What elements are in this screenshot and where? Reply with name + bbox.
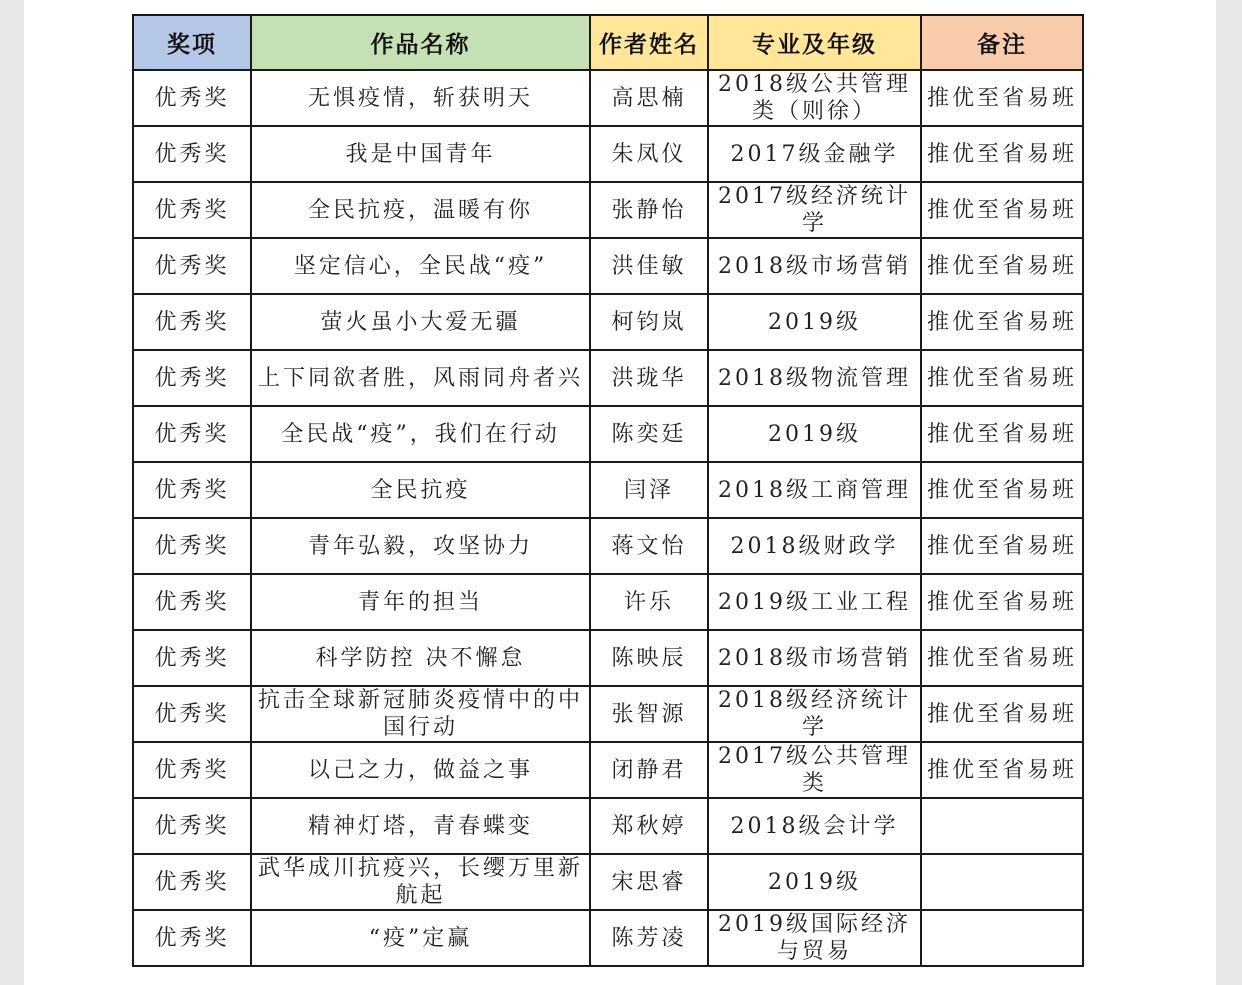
- cell-title: 萤火虽小大爱无疆: [251, 294, 590, 350]
- cell-note: 推优至省易班: [921, 406, 1083, 462]
- header-award: 奖项: [133, 15, 251, 70]
- table-row: [133, 854, 1083, 910]
- table-row: [133, 574, 1083, 630]
- cell-author: 张智源: [590, 686, 708, 742]
- cell-note: 推优至省易班: [921, 238, 1083, 294]
- table-header-row: [133, 15, 1083, 70]
- cell-title: 全民抗疫，温暖有你: [251, 182, 590, 238]
- cell-award: 优秀奖: [133, 294, 251, 350]
- cell-major: 2018级公共管理类（则徐）: [708, 70, 921, 126]
- cell-award: 优秀奖: [133, 686, 251, 742]
- cell-award: 优秀奖: [133, 350, 251, 406]
- cell-award: 优秀奖: [133, 238, 251, 294]
- cell-note: 推优至省易班: [921, 742, 1083, 798]
- cell-award: 优秀奖: [133, 910, 251, 966]
- cell-author: 陈映辰: [590, 630, 708, 686]
- cell-title: 抗击全球新冠肺炎疫情中的中国行动: [251, 686, 590, 742]
- cell-author: 闭静君: [590, 742, 708, 798]
- table-row: [133, 742, 1083, 798]
- cell-author: 洪佳敏: [590, 238, 708, 294]
- cell-author: 郑秋婷: [590, 798, 708, 854]
- cell-major: 2018级经济统计学: [708, 686, 921, 742]
- cell-title: 青年的担当: [251, 574, 590, 630]
- cell-title: 坚定信心，全民战“疫”: [251, 238, 590, 294]
- cell-title: 全民抗疫: [251, 462, 590, 518]
- table-row: [133, 630, 1083, 686]
- table-row: [133, 294, 1083, 350]
- cell-note: [921, 910, 1083, 966]
- cell-note: [921, 798, 1083, 854]
- table-row: [133, 350, 1083, 406]
- cell-title: 精神灯塔，青春蝶变: [251, 798, 590, 854]
- cell-major: 2019级工业工程: [708, 574, 921, 630]
- cell-author: 张静怡: [590, 182, 708, 238]
- document-page: [24, 0, 1216, 985]
- cell-note: 推优至省易班: [921, 350, 1083, 406]
- cell-title: 无惧疫情，斩获明天: [251, 70, 590, 126]
- table-row: [133, 182, 1083, 238]
- cell-major: 2018级物流管理: [708, 350, 921, 406]
- cell-author: 高思楠: [590, 70, 708, 126]
- cell-note: 推优至省易班: [921, 518, 1083, 574]
- cell-award: 优秀奖: [133, 406, 251, 462]
- cell-author: 许乐: [590, 574, 708, 630]
- cell-author: 朱凤仪: [590, 126, 708, 182]
- cell-title: 科学防控 决不懈怠: [251, 630, 590, 686]
- cell-author: 闫泽: [590, 462, 708, 518]
- cell-title: 青年弘毅，攻坚协力: [251, 518, 590, 574]
- cell-note: 推优至省易班: [921, 182, 1083, 238]
- cell-note: [921, 854, 1083, 910]
- cell-author: 宋思睿: [590, 854, 708, 910]
- cell-award: 优秀奖: [133, 462, 251, 518]
- table-row: [133, 126, 1083, 182]
- cell-award: 优秀奖: [133, 126, 251, 182]
- cell-title: 上下同欲者胜，风雨同舟者兴: [251, 350, 590, 406]
- cell-author: 柯钧岚: [590, 294, 708, 350]
- cell-title: 以己之力，做益之事: [251, 742, 590, 798]
- table-row: [133, 238, 1083, 294]
- cell-award: 优秀奖: [133, 854, 251, 910]
- table-row: [133, 406, 1083, 462]
- header-title: 作品名称: [251, 15, 590, 70]
- cell-author: 陈奕廷: [590, 406, 708, 462]
- cell-major: 2019级: [708, 294, 921, 350]
- cell-award: 优秀奖: [133, 742, 251, 798]
- header-note: 备注: [921, 15, 1083, 70]
- cell-major: 2017级金融学: [708, 126, 921, 182]
- cell-title: 我是中国青年: [251, 126, 590, 182]
- cell-major: 2019级: [708, 406, 921, 462]
- table-row: [133, 686, 1083, 742]
- cell-author: 洪珑华: [590, 350, 708, 406]
- cell-major: 2018级市场营销: [708, 238, 921, 294]
- cell-major: 2018级会计学: [708, 798, 921, 854]
- cell-award: 优秀奖: [133, 574, 251, 630]
- awards-table: [132, 14, 1084, 967]
- cell-title: 武华成川抗疫兴，长缨万里新航起: [251, 854, 590, 910]
- table-row: [133, 518, 1083, 574]
- cell-note: 推优至省易班: [921, 574, 1083, 630]
- cell-note: 推优至省易班: [921, 686, 1083, 742]
- table-row: [133, 910, 1083, 966]
- table-row: [133, 70, 1083, 126]
- cell-note: 推优至省易班: [921, 126, 1083, 182]
- cell-major: 2019级: [708, 854, 921, 910]
- cell-major: 2019级国际经济与贸易: [708, 910, 921, 966]
- cell-note: 推优至省易班: [921, 70, 1083, 126]
- header-author: 作者姓名: [590, 15, 708, 70]
- table-row: [133, 462, 1083, 518]
- header-major: 专业及年级: [708, 15, 921, 70]
- cell-award: 优秀奖: [133, 630, 251, 686]
- cell-title: “疫”定赢: [251, 910, 590, 966]
- cell-award: 优秀奖: [133, 70, 251, 126]
- cell-note: 推优至省易班: [921, 630, 1083, 686]
- cell-major: 2018级市场营销: [708, 630, 921, 686]
- cell-author: 陈芳凌: [590, 910, 708, 966]
- cell-award: 优秀奖: [133, 182, 251, 238]
- cell-major: 2018级财政学: [708, 518, 921, 574]
- cell-note: 推优至省易班: [921, 462, 1083, 518]
- table-body: [133, 70, 1083, 966]
- cell-award: 优秀奖: [133, 518, 251, 574]
- cell-major: 2017级公共管理类: [708, 742, 921, 798]
- cell-author: 蒋文怡: [590, 518, 708, 574]
- table-row: [133, 798, 1083, 854]
- cell-note: 推优至省易班: [921, 294, 1083, 350]
- cell-major: 2017级经济统计学: [708, 182, 921, 238]
- cell-title: 全民战“疫”，我们在行动: [251, 406, 590, 462]
- cell-award: 优秀奖: [133, 798, 251, 854]
- cell-major: 2018级工商管理: [708, 462, 921, 518]
